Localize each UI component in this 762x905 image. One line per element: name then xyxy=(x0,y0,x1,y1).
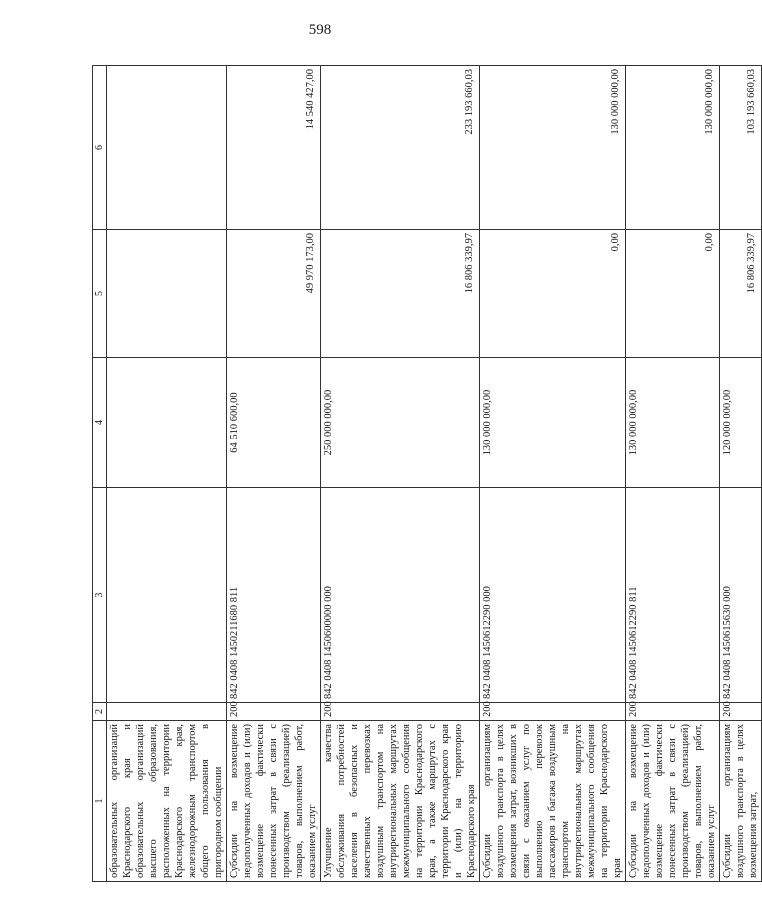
row-value-6 xyxy=(107,66,227,230)
row-value-6: 103 193 660,03 xyxy=(720,66,762,230)
row-budget-code: 842 0408 1450615630 000 xyxy=(720,488,762,703)
row-budget-code: 842 0408 1450211680 811 xyxy=(227,488,321,703)
row-budget-code: 842 0408 1450612290 811 xyxy=(626,488,720,703)
row-description: Субсидии на возмещение недополученных доходов и (или) возмещение фактически понесенных затрат в связи с производством (реализацией) товаров, выполнением работ, оказанием услуг xyxy=(626,721,720,882)
row-description: образовательных организаций Краснодарского края и образовательных организаций высшего образования, расположенных на территории Краснодарского края, железнодорожным транспортом общего пользования в пригородном сообщении xyxy=(107,721,227,882)
row-column-2: 200 xyxy=(480,703,626,721)
row-value-4 xyxy=(107,358,227,488)
row-value-5 xyxy=(107,230,227,358)
table-row xyxy=(107,66,227,882)
column-number: 4 xyxy=(93,358,107,488)
rotated-table xyxy=(92,66,759,882)
table-row xyxy=(626,66,720,882)
rotated-table-container xyxy=(92,66,759,882)
row-value-5: 16 806 339,97 xyxy=(321,230,480,358)
row-budget-code: 842 0408 1450612290 000 xyxy=(480,488,626,703)
row-description: Улучшение качества обслуживания потребностей населения в безопасных и качественных перевозках воздушным транспортом на внутрирегиональных маршрутах межмуниципального сообщения на территории Краснодарского края, а также маршрутах с территории Краснодарского края и (или) на территорию Краснодарского края xyxy=(321,721,480,882)
row-value-5: 0,00 xyxy=(480,230,626,358)
row-value-5: 16 806 339,97 xyxy=(720,230,762,358)
row-column-2: 200 xyxy=(227,703,321,721)
row-value-4: 120 000 000,00 xyxy=(720,358,762,488)
row-column-2: 200 xyxy=(626,703,720,721)
row-value-6: 130 000 000,00 xyxy=(480,66,626,230)
column-number: 1 xyxy=(93,721,107,882)
row-value-5: 49 970 173,00 xyxy=(227,230,321,358)
table-row xyxy=(227,66,321,882)
column-number: 3 xyxy=(93,488,107,703)
row-value-4: 130 000 000,00 xyxy=(626,358,720,488)
row-value-4: 250 000 000,00 xyxy=(321,358,480,488)
row-value-6: 233 193 660,03 xyxy=(321,66,480,230)
column-number-row xyxy=(93,66,107,882)
row-description: Субсидии организациям воздушного транспорта в целях возмещения затрат, возникших в связи с оказанием услуг по выполнению перевозок пассажиров и багажа воздушным транспортом на внутрирегиональных маршрутах межмуниципального сообщения на территории Краснодарского края xyxy=(480,721,626,882)
column-number: 5 xyxy=(93,230,107,358)
row-description: Субсидии на возмещение недополученных доходов и (или) возмещение фактически понесенных затрат в связи с производством (реализацией) товаров, выполнением работ, оказанием услуг xyxy=(227,721,321,882)
budget-table xyxy=(92,65,762,882)
row-description: Субсидии организациям воздушного транспорта в целях возмещения затрат, xyxy=(720,721,762,882)
row-budget-code xyxy=(107,488,227,703)
row-budget-code: 842 0408 1450600000 000 xyxy=(321,488,480,703)
column-number: 6 xyxy=(93,66,107,230)
row-column-2 xyxy=(107,703,227,721)
table-row xyxy=(480,66,626,882)
column-number: 2 xyxy=(93,703,107,721)
row-value-4: 64 510 600,00 xyxy=(227,358,321,488)
row-value-4: 130 000 000,00 xyxy=(480,358,626,488)
row-value-5: 0,00 xyxy=(626,230,720,358)
row-column-2: 200 xyxy=(720,703,762,721)
table-row xyxy=(321,66,480,882)
table-row xyxy=(720,66,762,882)
page-number: 598 xyxy=(308,22,332,38)
row-value-6: 130 000 000,00 xyxy=(626,66,720,230)
row-value-6: 14 540 427,00 xyxy=(227,66,321,230)
row-column-2: 200 xyxy=(321,703,480,721)
